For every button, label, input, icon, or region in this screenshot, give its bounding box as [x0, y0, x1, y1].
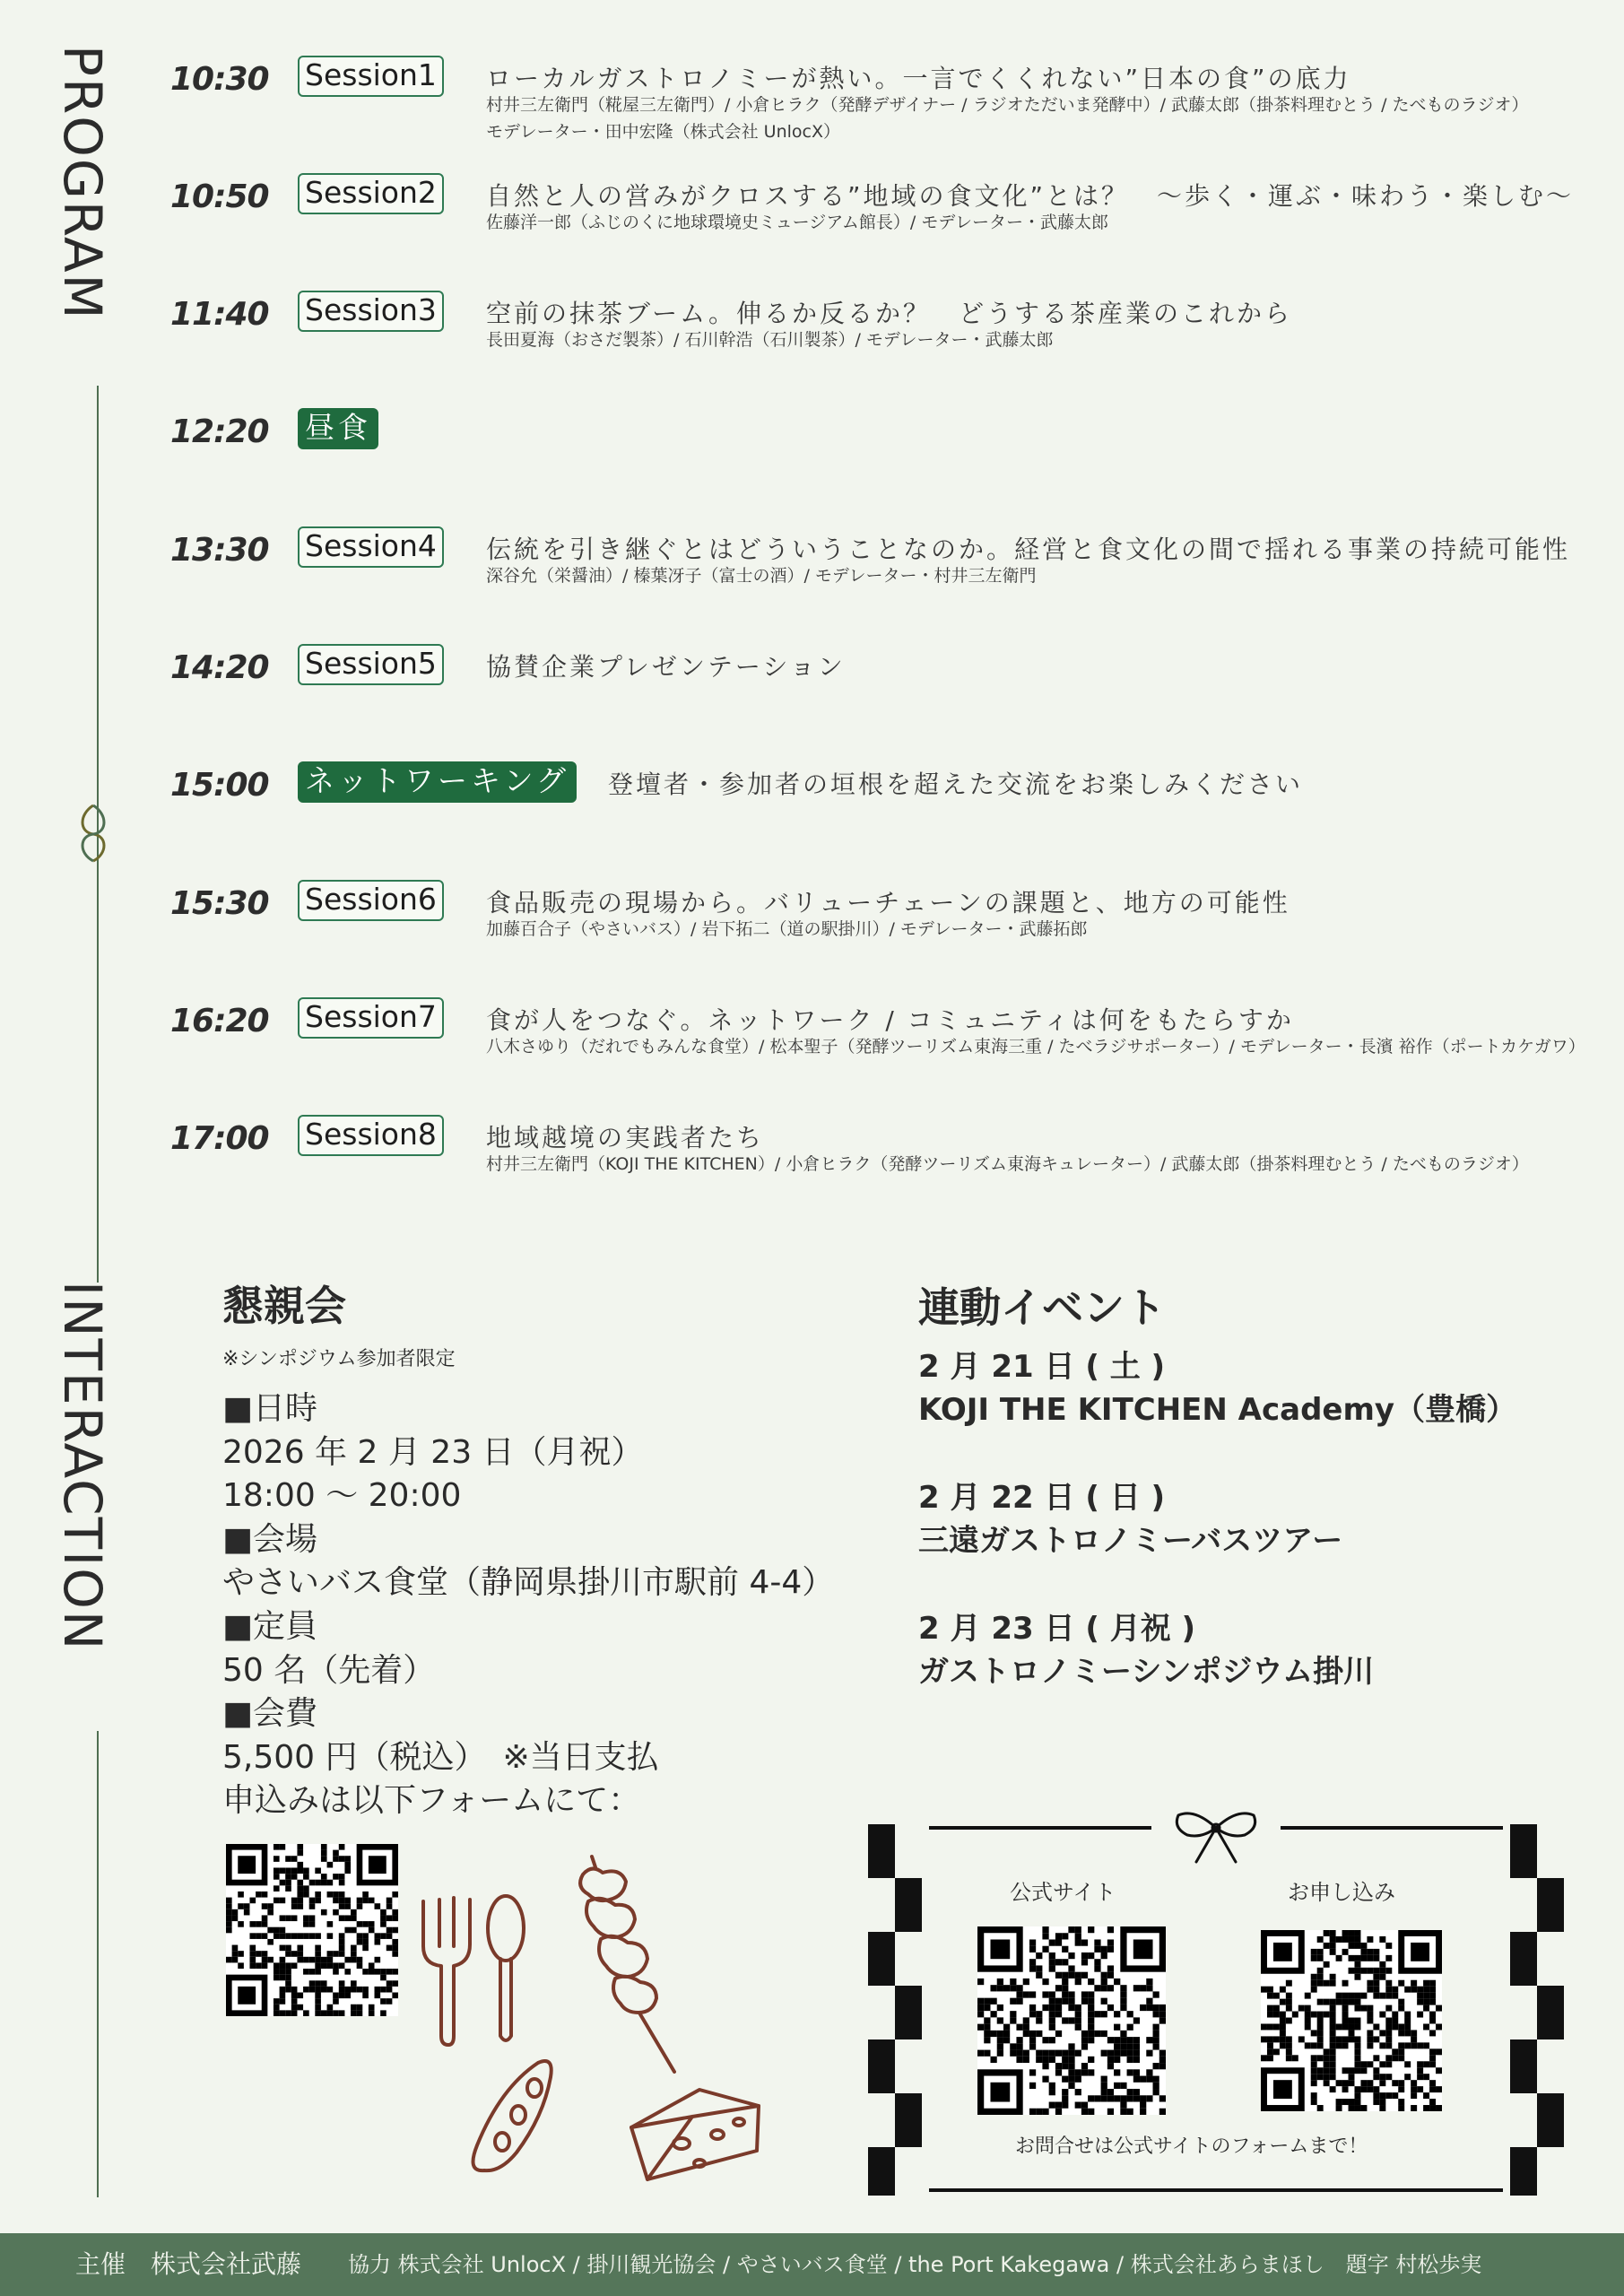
qr-card — [868, 1821, 1564, 2197]
session-speakers: 加藤百合子（やさいバス）/ 岩下拓二（道の駅掛川）/ モデレーター・武藤拓郎 — [486, 919, 1088, 939]
program-side-label: PROGRAM — [52, 45, 113, 321]
session-badge: Session5 — [298, 644, 444, 685]
session-title: 食品販売の現場から。バリューチェーンの課題と、地方の可能性 — [486, 888, 1290, 918]
session-title: 地域越境の実践者たち — [486, 1123, 765, 1152]
apply-qr-code[interactable] — [1261, 1930, 1442, 2111]
konshinkai-detail-label: ■日時 — [222, 1390, 318, 1427]
konshinkai-detail-label: ■会場 — [222, 1520, 318, 1558]
session-badge: 昼食 — [298, 408, 378, 449]
konshinkai-detail-label: ■定員 — [222, 1608, 318, 1645]
konshinkai-detail-value: やさいバス食堂（静岡県掛川市駅前 4-4） — [222, 1564, 835, 1602]
session-title: 伝統を引き継ぐとはどういうことなのか。経営と食文化の間で揺れる事業の持続可能性 — [486, 535, 1571, 564]
konshinkai-detail-value: 2026 年 2 月 23 日（月祝） — [222, 1433, 644, 1471]
session-title: 自然と人の営みがクロスする”地域の食文化”とは？ ～歩く・運ぶ・味わう・楽しむ～ — [486, 181, 1575, 211]
session-speakers: 深谷允（栄醤油）/ 榛葉冴子（富士の酒）/ モデレーター・村井三左衛門 — [486, 566, 1037, 586]
session-speakers: 長田夏海（おさだ製茶）/ 石川幹浩（石川製茶）/ モデレーター・武藤太郎 — [486, 330, 1054, 350]
official-site-qr-code[interactable] — [977, 1926, 1166, 2115]
event-date: 2 月 22 日 ( 日 ) — [918, 1480, 1166, 1516]
konshinkai-detail-value: 50 名（先着） — [222, 1651, 436, 1689]
session-time: 10:30 — [170, 61, 269, 98]
session-title: 登壇者・参加者の垣根を超えた交流をお楽しみください — [608, 770, 1304, 799]
spoon-icon — [488, 1896, 524, 2040]
event-name: ガストロノミーシンポジウム掛川 — [918, 1654, 1375, 1690]
footer-credits: 協力 株式会社 UnlocX / 掛川観光協会 / やさいバス食堂 / the Port Kakegawa / 株式会社あらまほし 題字 村松歩実 — [348, 2252, 1482, 2277]
session-speakers: 村井三左衛門（KOJI THE KITCHEN）/ 小倉ヒラク（発酵ツーリズム東海キュレーター）/ 武藤太郎（掛茶料理むとう / たべものラジオ） — [486, 1154, 1529, 1174]
session-time: 10:50 — [170, 178, 269, 215]
session-speakers: モデレーター・田中宏隆（株式会社 UnlocX） — [486, 122, 840, 142]
timeline-line — [97, 1731, 99, 2197]
food-illustration — [413, 1848, 771, 2188]
session-time: 11:40 — [170, 296, 269, 333]
session-badge: Session7 — [298, 997, 444, 1039]
contact-note: お問合せは公式サイトのフォームまで！ — [1015, 2135, 1368, 2158]
session-badge: Session3 — [298, 291, 444, 332]
session-time: 15:30 — [170, 885, 269, 922]
session-time: 14:20 — [170, 649, 269, 686]
footer-host: 主催 株式会社武藤 — [75, 2249, 302, 2279]
konshinkai-detail-value: 5,500 円（税込） ※当日支払 — [222, 1738, 659, 1776]
session-title: 空前の抹茶ブーム。伸るか反るか？ どうする茶産業のこれから — [486, 299, 1293, 328]
knot-icon — [72, 802, 115, 865]
session-badge: ネットワーキング — [298, 761, 577, 803]
skewer-icon — [580, 1857, 674, 2072]
session-title: ローカルガストロノミーが熱い。一言でくくれない”日本の食”の底力 — [486, 64, 1351, 93]
session-time: 16:20 — [170, 1003, 269, 1039]
konshinkai-detail-label: ■会費 — [222, 1695, 318, 1733]
session-speakers: 八木さゆり（だれでもみんな食堂）/ 松本聖子（発酵ツーリズム東海三重 / たべラジサポーター）/ モデレーター・長濱 裕作（ポートカケガワ） — [486, 1037, 1585, 1057]
edamame-icon — [473, 2061, 551, 2170]
cheese-icon — [631, 2090, 759, 2179]
event-name: KOJI THE KITCHEN Academy（豊橋） — [918, 1392, 1517, 1428]
event-date: 2 月 21 日 ( 土 ) — [918, 1349, 1166, 1385]
session-time: 17:00 — [170, 1120, 269, 1157]
konshinkai-qr-code[interactable] — [226, 1844, 398, 2016]
session-badge: Session2 — [298, 173, 444, 214]
session-badge: Session4 — [298, 526, 444, 568]
fork-icon — [423, 1898, 470, 2045]
apply-label: お申し込み — [1288, 1880, 1395, 1905]
session-badge: Session1 — [298, 56, 444, 97]
session-badge: Session6 — [298, 880, 444, 921]
session-time: 12:20 — [170, 413, 269, 450]
ribbon-icon — [1171, 1806, 1261, 1869]
session-title: 食が人をつなぐ。ネットワーク / コミュニティは何をもたらすか — [486, 1005, 1294, 1035]
footer — [0, 2233, 1624, 2296]
konshinkai-note: ※シンポジウム参加者限定 — [222, 1348, 456, 1370]
event-date: 2 月 23 日 ( 月祝 ) — [918, 1611, 1196, 1647]
session-time: 13:30 — [170, 532, 269, 569]
official-site-label: 公式サイト — [1010, 1880, 1116, 1905]
session-time: 15:00 — [170, 767, 269, 804]
konshinkai-heading: 懇親会 — [222, 1282, 346, 1330]
interaction-side-label: INTERACTION — [52, 1281, 113, 1652]
session-speakers: 村井三左衛門（糀屋三左衛門）/ 小倉ヒラク（発酵デザイナー / ラジオただいま発酵中）/ 武藤太郎（掛茶料理むとう / たべものラジオ） — [486, 95, 1529, 115]
event-name: 三遠ガストロノミーバスツアー — [918, 1523, 1343, 1559]
session-title: 協賛企業プレゼンテーション — [486, 652, 846, 682]
session-speakers: 佐藤洋一郎（ふじのくに地球環境史ミュージアム館長）/ モデレーター・武藤太郎 — [486, 213, 1108, 232]
session-badge: Session8 — [298, 1115, 444, 1156]
konshinkai-detail-value: 申込みは以下フォームにて： — [222, 1782, 641, 1820]
konshinkai-detail-value: 18:00 ～ 20:00 — [222, 1477, 462, 1515]
events-heading: 連動イベント — [918, 1283, 1166, 1332]
